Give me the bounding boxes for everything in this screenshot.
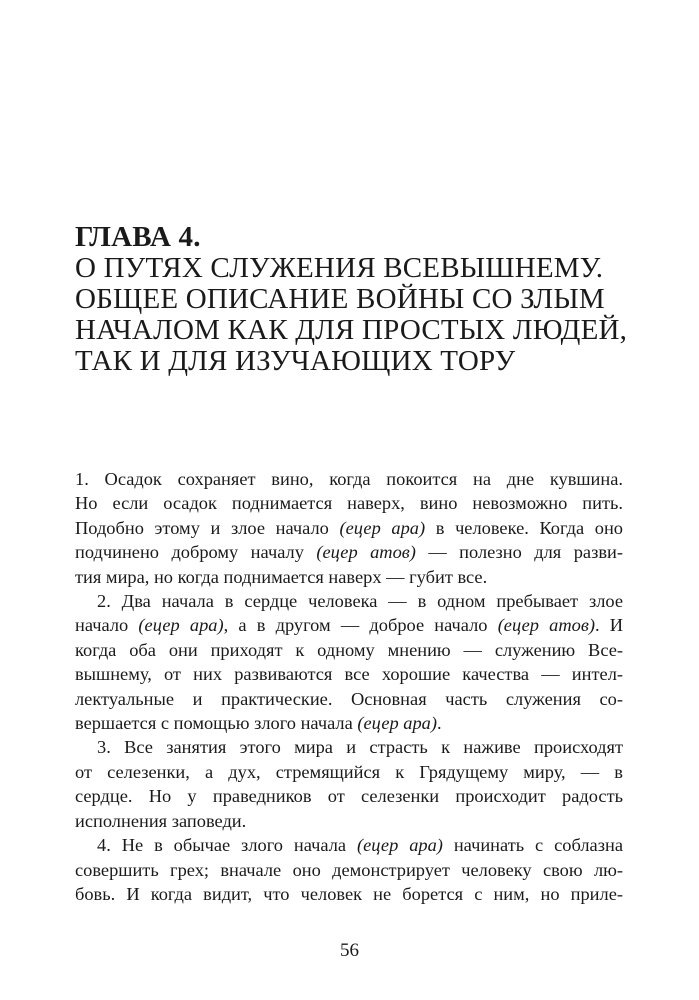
text-line: [75, 858, 623, 882]
text-line: [75, 516, 623, 540]
text-line: [75, 491, 623, 515]
italic-term: (ецер ара): [356, 835, 443, 856]
text-line: [75, 613, 623, 637]
chapter-heading: [75, 222, 635, 377]
text-line: [75, 784, 623, 808]
italic-term: (ецер ара): [138, 615, 224, 636]
italic-term: (ецер атов): [316, 542, 416, 563]
paragraph: [75, 735, 623, 833]
chapter-title-line: О ПУТЯХ СЛУЖЕНИЯ ВСЕВЫШНЕМУ.: [75, 252, 604, 284]
text-run: , а в другом — доброе начало: [223, 615, 498, 636]
text-line: [75, 711, 623, 735]
chapter-title-line: ТАК И ДЛЯ ИЗУЧАЮЩИХ ТОРУ: [75, 345, 516, 377]
italic-term: (ецер атов): [497, 615, 595, 636]
text-line: [75, 565, 623, 589]
text-run: начало: [75, 615, 139, 636]
text-run: 3. Все занятия этого мира и страсть к наживе происходят: [97, 737, 623, 758]
text-run: исполнения заповеди.: [75, 810, 247, 831]
text-run: бовь. И когда видит, что человек не борется с ним, но приле-: [75, 883, 623, 904]
text-run: начинать с соблазна: [442, 835, 623, 856]
text-line: [75, 638, 623, 662]
text-run: — полезно для разви-: [415, 542, 623, 563]
text-run: сердце. Но у праведников от селезенки происходит радость: [75, 786, 623, 807]
text-run: 2. Два начала в сердце человека — в одном пребывает злое: [97, 591, 623, 612]
text-run: тия мира, но когда поднимается наверх — губит все.: [75, 566, 488, 587]
text-run: вышнему, от них развиваются все хорошие качества — интел-: [75, 664, 623, 685]
text-line: [75, 589, 623, 613]
text-run: в человеке. Когда оно: [425, 517, 624, 538]
text-run: .: [436, 713, 442, 734]
page-number: 56: [340, 940, 359, 961]
text-run: когда оба они приходят к одному мнению — служению Все-: [75, 639, 623, 660]
text-line: [75, 809, 623, 833]
text-run: Но если осадок поднимается наверх, вино невозможно пить.: [75, 493, 623, 514]
body-text: [75, 467, 623, 906]
text-run: от селезенки, а дух, стремящийся к Грядущему миру, — в: [75, 761, 623, 782]
text-line: [75, 540, 623, 564]
italic-term: (ецер ара): [357, 713, 437, 734]
text-line: [75, 735, 623, 759]
chapter-title-line: ОБЩЕЕ ОПИСАНИЕ ВОЙНЫ СО ЗЛЫМ: [75, 283, 605, 315]
text-run: 1. Осадок сохраняет вино, когда покоится на дне кувшина.: [75, 469, 623, 489]
text-run: лектуальные и практические. Основная часть служения со-: [75, 688, 623, 709]
text-line: [75, 662, 623, 686]
text-line: [75, 833, 623, 857]
text-line: [75, 687, 623, 711]
italic-term: (ецер ара): [339, 517, 426, 538]
paragraph: [75, 589, 623, 735]
text-run: вершается с помощью злого начала: [75, 713, 358, 734]
text-run: Подобно этому и злое начало: [75, 517, 340, 538]
text-run: . И: [594, 615, 624, 636]
text-line: [75, 467, 623, 491]
text-line: [75, 760, 623, 784]
text-run: совершить грех; вначале оно демонстрирует человеку свою лю-: [75, 859, 623, 880]
text-line: [75, 882, 623, 906]
text-run: подчинено доброму началу: [75, 542, 317, 563]
paragraph: [75, 833, 623, 906]
text-run: 4. Не в обычае злого начала: [97, 835, 357, 856]
paragraph: [75, 467, 623, 589]
chapter-number: ГЛАВА 4.: [75, 221, 201, 253]
chapter-title-line: НАЧАЛОМ КАК ДЛЯ ПРОСТЫХ ЛЮДЕЙ,: [75, 314, 628, 346]
